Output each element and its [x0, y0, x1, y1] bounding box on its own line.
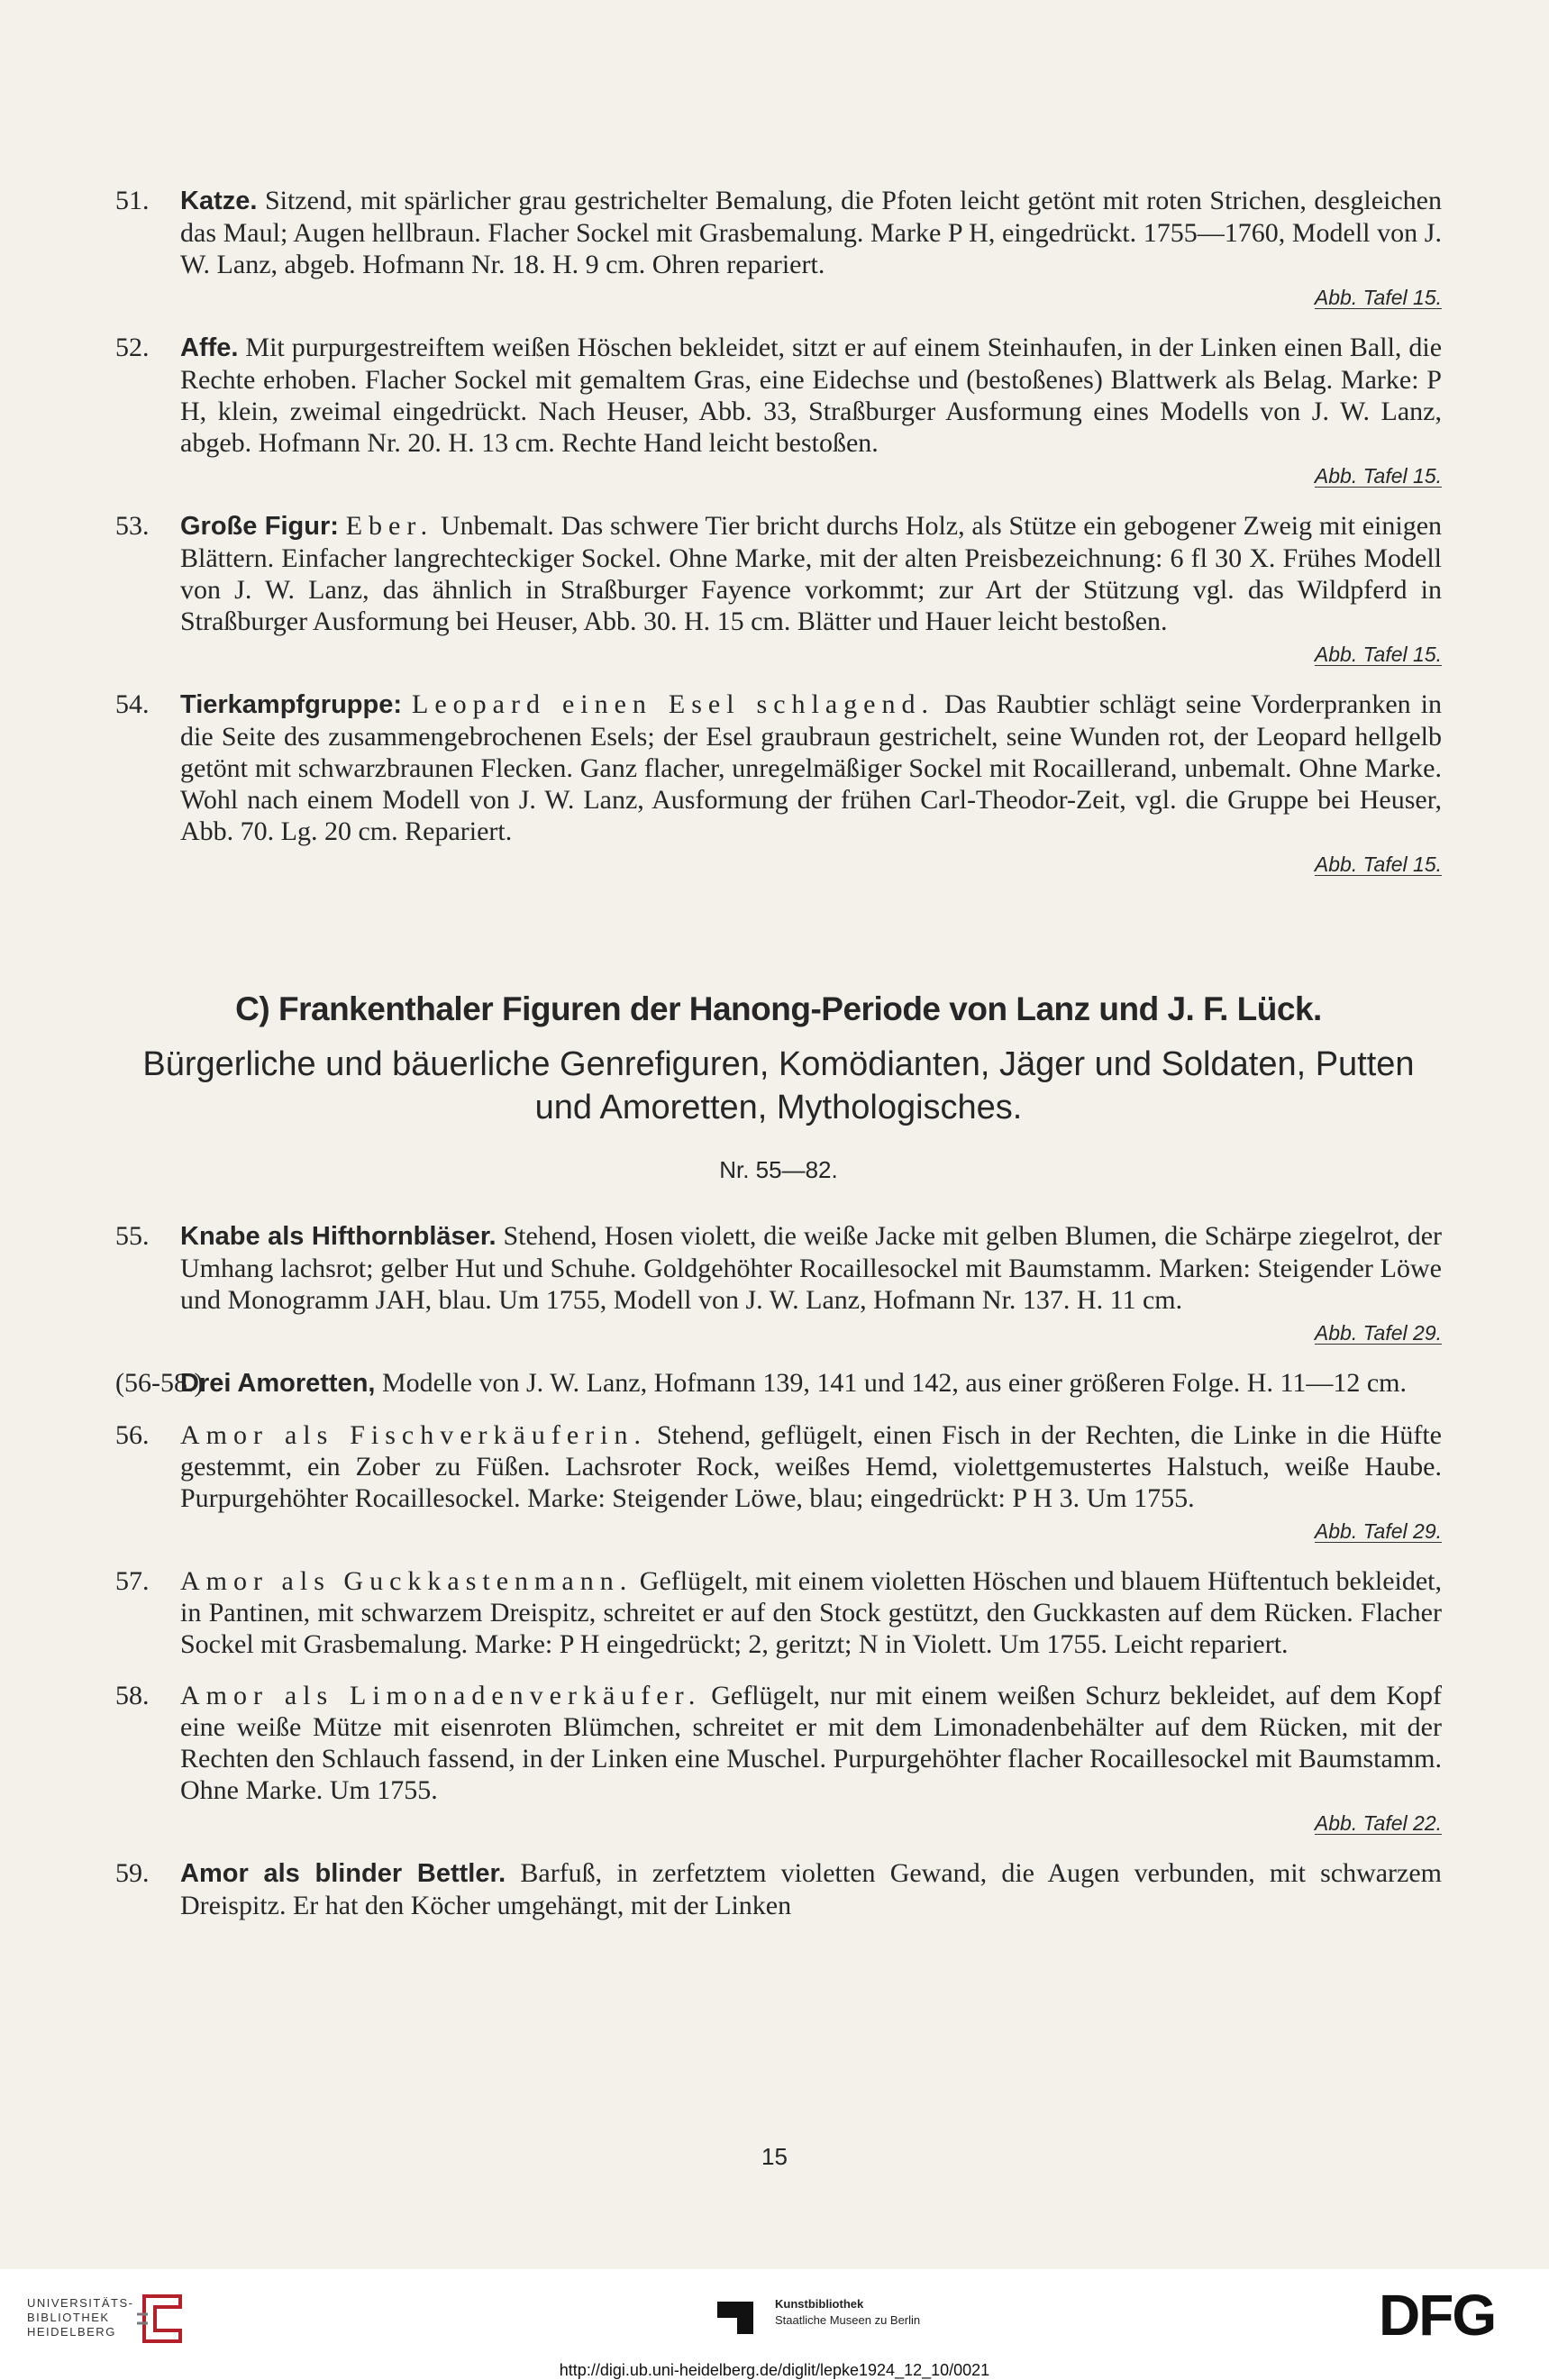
entry-title: Drei Amoretten,: [180, 1369, 376, 1398]
entry-plate-ref-row: [180, 1806, 1442, 1837]
catalog-entry: [115, 510, 1442, 669]
entry-plate-ref: Abb. Tafel 15.: [1314, 853, 1442, 876]
entry-spaced-title: Eber.: [345, 511, 434, 541]
entry-spaced-title: Amor als Guckkastenmann.: [180, 1566, 633, 1596]
kunstbibliothek-label: [775, 2296, 920, 2329]
entry-text: [180, 1419, 1442, 1514]
entry-plate-ref-row: [180, 1514, 1442, 1546]
section-range: Nr. 55—82.: [719, 1156, 838, 1183]
entry-body: Sitzend, mit spärlicher grau gestrichelter Bemalung, die Pfoten leicht getönt mit roten Strichen, desgleichen das Maul; Augen hellbraun. Flacher Sockel mit Grasbemalung. Marke P H, eingedrückt. 1755—1760, Modell von J. W. Lanz, abgeb. Hofmann Nr. 18. H. 9 cm. Ohren repariert.: [180, 186, 1442, 279]
catalog-entry: [115, 1857, 1442, 1921]
entry-plate-ref: Abb. Tafel 15.: [1314, 643, 1442, 666]
catalog-entries-bottom: [115, 1220, 1442, 1921]
entry-body: Geflügelt, mit einem violetten Höschen und blauem Hüftentuch bekleidet, in Pantinen, mit schwarzem Dreispitz, schreitet er auf den Stock gestützt, den Guckkasten auf dem Rücken. Flacher Sockel mit Grasbemalung. Marke: P H eingedrückt; 2, geritzt; N in Violett. Um 1755. Leicht repariert.: [180, 1566, 1443, 1659]
entry-plate-ref: Abb. Tafel 15.: [1314, 464, 1442, 488]
section-heading: C) Frankenthaler Figuren der Hanong-Periode von Lanz und J. F. Lück.: [235, 990, 1322, 1027]
entry-text: [180, 1367, 1442, 1400]
entry-title: Große Figur:: [180, 512, 339, 541]
entry-text: [180, 1857, 1442, 1921]
entry-number: (56-58.): [115, 1368, 204, 1398]
entry-plate-ref-row: [180, 847, 1442, 879]
entry-number: 53.: [115, 511, 150, 541]
entry-number: 54.: [115, 689, 150, 719]
entry-text: [180, 510, 1442, 637]
ub-logo-line1: UNIVERSITÄTS-: [27, 2296, 134, 2310]
entry-title: Knabe als Hifthornbläser.: [180, 1222, 497, 1251]
section-subheading: Bürgerliche und bäuerliche Genrefiguren, Komödianten, Jäger und Soldaten, Putten und Amoretten, Mythologisches.: [142, 1045, 1415, 1126]
entry-text: [180, 1565, 1442, 1660]
entry-number: 59.: [115, 1858, 150, 1888]
entry-spaced-title: Leopard einen Esel schlagend.: [412, 689, 934, 719]
entry-body: Mit purpurgestreiftem weißen Höschen bekleidet, sitzt er auf einem Steinhaufen, in der Linken einen Ball, die Rechte erhoben. Flacher Sockel mit gemaltem Gras, eine Eidechse und (bestoßenes) Blattwerk als Belag. Marke: P H, klein, zweimal eingedrückt. Nach Heuser, Abb. 33, Straßburger Ausformung eines Modells von J. W. Lanz, abgeb. Hofmann Nr. 20. H. 13 cm. Rechte Hand leicht bestoßen.: [180, 333, 1443, 458]
entry-number: 58.: [115, 1681, 150, 1710]
catalog-entry: [115, 1367, 1442, 1400]
page-number: 15: [761, 2143, 788, 2170]
dfg-logo: DFG: [1379, 2283, 1496, 2348]
catalog-entry: [115, 1565, 1442, 1660]
catalog-entries-top: [115, 185, 1442, 879]
entry-text: [180, 332, 1442, 459]
catalog-entry: [115, 332, 1442, 490]
entry-title: Amor als blinder Bettler.: [180, 1859, 506, 1888]
entry-text: [180, 185, 1442, 280]
entry-title: Tierkampfgruppe:: [180, 690, 403, 719]
entry-plate-ref: Abb. Tafel 29.: [1314, 1321, 1442, 1345]
entry-number: 52.: [115, 333, 150, 362]
entry-plate-ref: Abb. Tafel 15.: [1314, 286, 1442, 309]
entry-body: Unbemalt. Das schwere Tier bricht durchs Holz, als Stütze ein gebogener Zweig mit einigen Blättern. Einfacher langrechteckiger Sockel. Ohne Marke, mit der alten Preisbezeichnung: 6 fl 30 X. Frühes Modell von J. W. Lanz, das ähnlich in Straßburger Fayence vorkommt; zur Art der Stützung vgl. das Wildpferd in Straßburger Ausformung bei Heuser, Abb. 30. H. 15 cm. Blätter und Hauer leicht bestoßen.: [180, 511, 1443, 636]
entry-text: [180, 688, 1442, 847]
ub-logo-line3: HEIDELBERG: [27, 2325, 116, 2339]
entry-text: [180, 1680, 1442, 1806]
ub-logo-line2: BIBLIOTHEK: [27, 2311, 110, 2324]
entry-plate-ref-row: [180, 280, 1442, 312]
entry-body: Geflügelt, nur mit einem weißen Schurz bekleidet, auf dem Kopf eine weiße Mütze mit eisenroten Blümchen, schreitet er mit dem Limonadenbehälter auf dem Rücken, mit der Rechten den Schlauch fassend, in der Linken eine Muschel. Purpurgehöhter flacher Rocaillesockel mit Baumstamm. Ohne Marke. Um 1755.: [180, 1681, 1442, 1805]
entry-body: Das Raubtier schlägt seine Vorderpranken in die Seite des zusammengebrochenen Esels; der Esel graubraun gestrichelt, seine Wunden rot, der Leopard hellgelb getönt mit schwarzbraunen Flecken. Ganz flacher, unregelmäßiger Sockel mit Rocaillerand, unbemalt. Ohne Marke. Wohl nach einem Modell von J. W. Lanz, Ausformung der frühen Carl-Theodor-Zeit, vgl. die Gruppe bei Heuser, Abb. 70. Lg. 20 cm. Repariert.: [180, 689, 1442, 846]
page-content: [115, 185, 1442, 1941]
ub-heidelberg-logo: [27, 2296, 133, 2339]
entry-body: Barfuß, in zerfetztem violetten Gewand, die Augen verbunden, mit schwarzem Dreispitz. Er hat den Köcher umgehängt, mit der Linken: [180, 1858, 1443, 1920]
ub-emblem-icon: [135, 2287, 189, 2350]
entry-number: 56.: [115, 1420, 150, 1450]
entry-plate-ref: Abb. Tafel 29.: [1314, 1519, 1442, 1543]
entry-plate-ref-row: [180, 1316, 1442, 1347]
entry-title: Affe.: [180, 333, 239, 362]
entry-number: 57.: [115, 1566, 150, 1596]
catalog-entry: [115, 1220, 1442, 1347]
kb-subtitle: Staatliche Museen zu Berlin: [775, 2313, 921, 2327]
catalog-entry: [115, 1680, 1442, 1837]
catalog-entry: [115, 185, 1442, 312]
entry-text: [180, 1220, 1442, 1316]
catalog-entry: [115, 688, 1442, 879]
catalog-entry: [115, 1419, 1442, 1546]
entry-title: Katze.: [180, 187, 258, 215]
section-header: [115, 987, 1442, 1184]
entry-plate-ref-row: [180, 459, 1442, 490]
entry-spaced-title: Amor als Fischverkäuferin.: [180, 1420, 647, 1450]
entry-spaced-title: Amor als Limonadenverkäufer.: [180, 1681, 702, 1710]
entry-plate-ref-row: [180, 637, 1442, 669]
kb-title: Kunstbibliothek: [775, 2297, 864, 2311]
source-url[interactable]: http://digi.ub.uni-heidelberg.de/diglit/lepke1924_12_10/0021: [559, 2361, 990, 2379]
entry-body: Modelle von J. W. Lanz, Hofmann 139, 141 und 142, aus einer größeren Folge. H. 11—12 cm.: [381, 1368, 1407, 1398]
entry-plate-ref: Abb. Tafel 22.: [1314, 1811, 1442, 1835]
entry-body: Stehend, Hosen violett, die weiße Jacke mit gelben Blumen, die Schärpe ziegelrot, der Umhang lachsrot; gelber Hut und Schuhe. Goldgehöhter Rocaillesockel mit Baumstamm. Marken: Steigender Löwe und Monogramm JAH, blau. Um 1755, Modell von J. W. Lanz, Hofmann Nr. 137. H. 11 cm.: [180, 1221, 1442, 1315]
kunstbibliothek-logo-icon: [710, 2291, 764, 2345]
entry-number: 55.: [115, 1221, 150, 1251]
entry-number: 51.: [115, 186, 150, 215]
entry-body: Stehend, geflügelt, einen Fisch in der Rechten, die Linke in die Hüfte gestemmt, ein Zober zu Füßen. Lachsroter Rock, weißes Hemd, violettgemustertes Halstuch, weiße Haube. Purpurgehöhter Rocaillesockel. Marke: Steigender Löwe, blau; eingedrückt: P H 3. Um 1755.: [180, 1420, 1442, 1513]
